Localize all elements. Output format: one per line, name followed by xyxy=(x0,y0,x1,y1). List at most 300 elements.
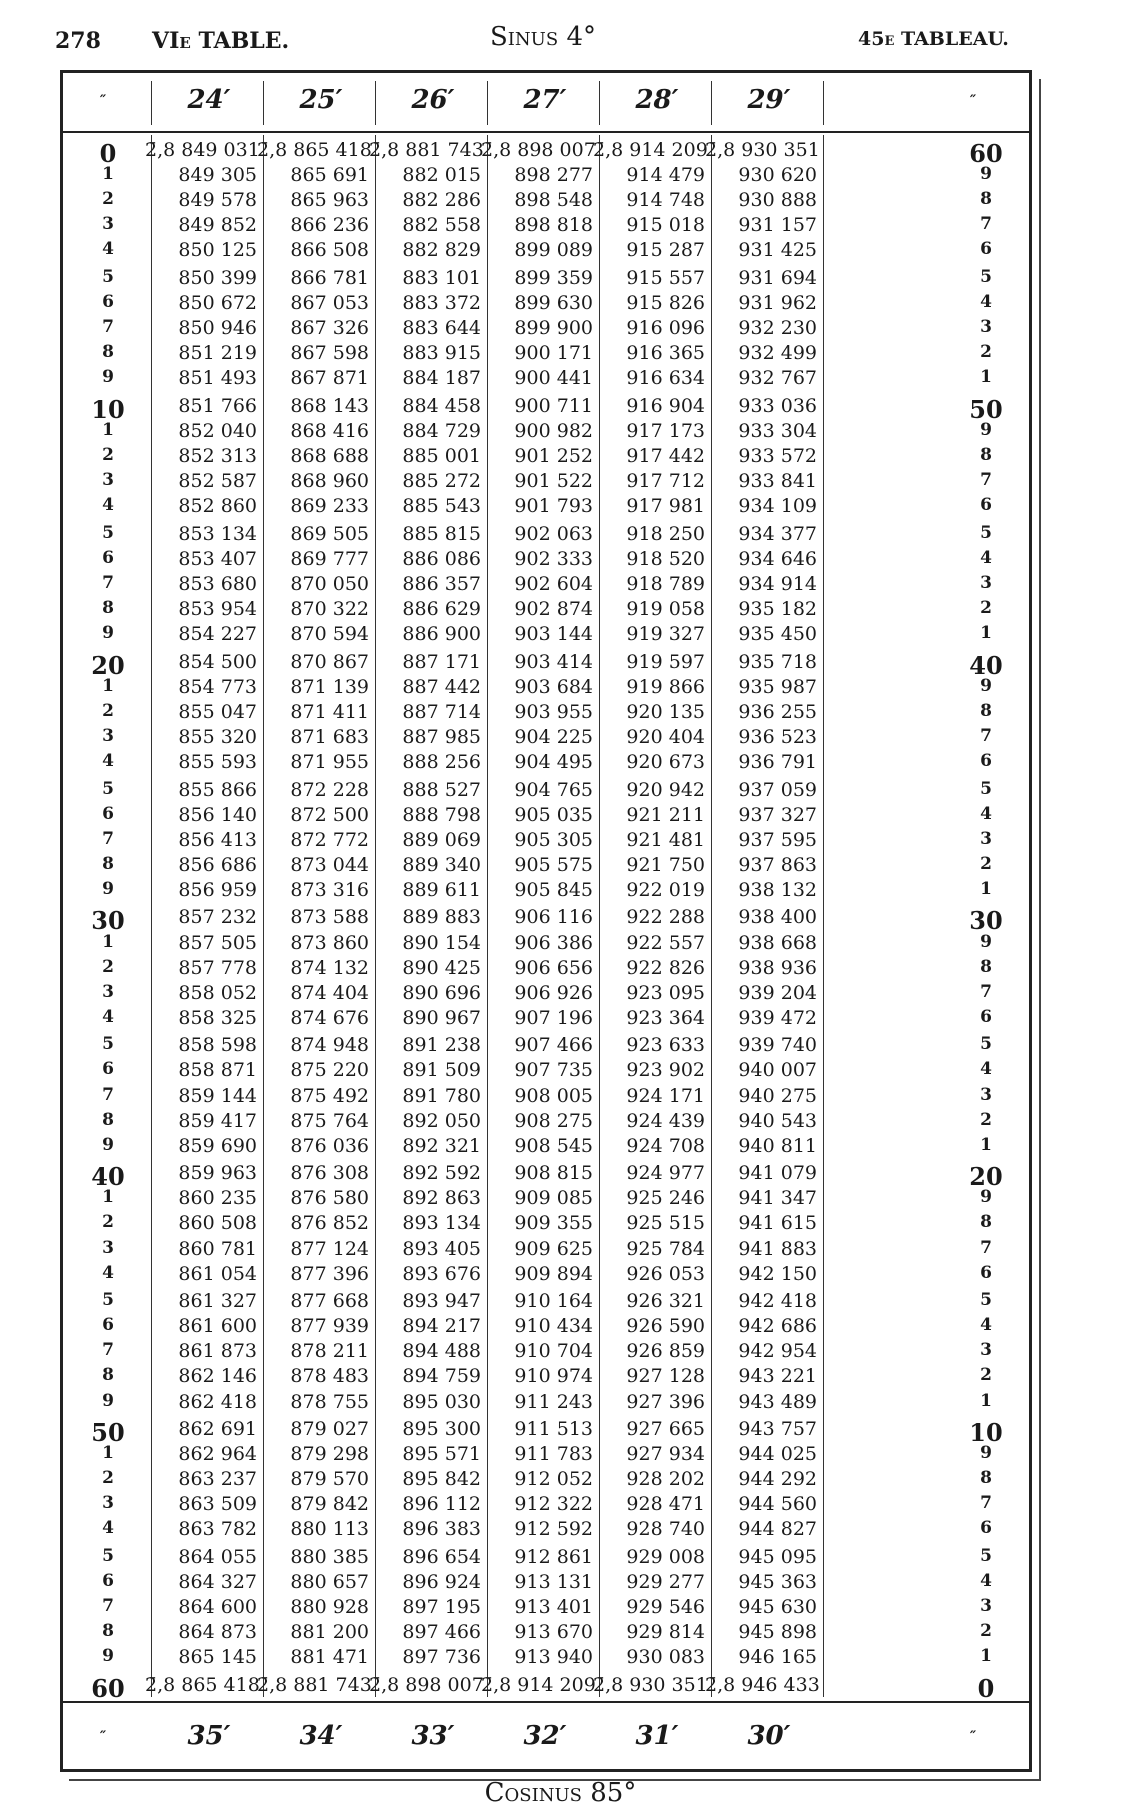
table-row xyxy=(63,1007,1029,1031)
table-cell: 870 050 xyxy=(290,572,369,595)
table-cell: 893 676 xyxy=(402,1262,481,1285)
table-cell: 871 955 xyxy=(290,751,369,773)
left-seconds-label: 4 xyxy=(102,239,114,260)
column-footer xyxy=(63,1703,1029,1773)
table-cell: 946 165 xyxy=(738,1646,817,1669)
left-seconds-label: 3 xyxy=(102,1237,114,1258)
table-cell: 886 086 xyxy=(402,547,481,570)
table-row xyxy=(63,1621,1029,1645)
table-cell: 866 781 xyxy=(290,266,369,289)
left-seconds-label: 5 xyxy=(102,1034,114,1055)
table-cell: 857 778 xyxy=(178,956,257,979)
table-cell: 850 125 xyxy=(178,239,257,262)
right-seconds-label: 1 xyxy=(980,878,992,899)
table-row xyxy=(63,548,1029,572)
table-cell: 941 079 xyxy=(738,1162,817,1185)
left-seconds-label: 9 xyxy=(102,1134,114,1155)
table-cell: 913 131 xyxy=(514,1571,593,1593)
table-cell: 934 914 xyxy=(738,572,817,595)
table-cell: 939 204 xyxy=(738,981,817,1004)
right-seconds-label: 5 xyxy=(980,266,992,287)
left-seconds-label: 5 xyxy=(102,1545,114,1566)
left-seconds-label: 3 xyxy=(102,214,114,235)
left-seconds-label: 2 xyxy=(102,1212,114,1233)
right-seconds-label: 20 xyxy=(969,1162,1003,1192)
table-cell: 897 736 xyxy=(402,1646,481,1669)
right-seconds-label: 6 xyxy=(980,1006,992,1027)
right-seconds-label: 7 xyxy=(980,1237,992,1258)
table-cell: 871 139 xyxy=(290,675,369,698)
left-seconds-label: 40 xyxy=(91,1162,125,1192)
table-cell: 867 871 xyxy=(290,367,369,390)
table-cell: 927 665 xyxy=(626,1418,705,1440)
table-cell: 850 946 xyxy=(178,317,257,340)
right-seconds-label: 2 xyxy=(980,1621,992,1642)
table-cell: 915 557 xyxy=(626,266,705,289)
table-cell: 864 873 xyxy=(178,1621,257,1644)
table-cell: 904 495 xyxy=(514,751,593,773)
table-cell: 907 735 xyxy=(514,1059,593,1082)
table-cell: 858 325 xyxy=(178,1006,257,1029)
table-cell: 919 597 xyxy=(626,650,705,673)
table-cell: 920 942 xyxy=(626,778,705,801)
table-cell: 894 488 xyxy=(402,1340,481,1363)
table-cell: 854 773 xyxy=(178,675,257,698)
table-cell: 899 089 xyxy=(514,239,593,262)
left-seconds-label: 9 xyxy=(102,1646,114,1667)
table-row xyxy=(63,495,1029,519)
left-seconds-label: 30 xyxy=(91,906,125,936)
header-rule xyxy=(711,81,712,125)
table-cell: 910 434 xyxy=(514,1315,593,1338)
table-cell: 861 054 xyxy=(178,1262,257,1285)
table-cell: 918 520 xyxy=(626,547,705,570)
table-cell: 892 050 xyxy=(402,1109,481,1132)
table-label: VIe TABLE. xyxy=(152,28,290,54)
right-seconds-label: 5 xyxy=(980,778,992,799)
table-row xyxy=(63,1596,1029,1620)
table-cell: 931 962 xyxy=(738,292,817,314)
table-cell: 862 146 xyxy=(178,1365,257,1388)
left-seconds-label: 4 xyxy=(102,1006,114,1027)
table-row xyxy=(63,1518,1029,1542)
table-cell: 883 372 xyxy=(402,292,481,314)
left-seconds-label: 7 xyxy=(102,317,114,338)
right-seconds-label: 7 xyxy=(980,470,992,491)
right-seconds-label: 3 xyxy=(980,1340,992,1361)
table-cell: 916 096 xyxy=(626,317,705,340)
table-cell: 896 654 xyxy=(402,1545,481,1568)
table-row xyxy=(63,317,1029,341)
table-cell: 877 124 xyxy=(290,1237,369,1260)
table-cell: 894 217 xyxy=(402,1315,481,1338)
table-cell: 932 767 xyxy=(738,367,817,390)
table-cell: 862 418 xyxy=(178,1390,257,1413)
left-seconds-label: 2 xyxy=(102,189,114,210)
table-cell: 900 982 xyxy=(514,419,593,442)
table-cell: 923 902 xyxy=(626,1059,705,1082)
table-row xyxy=(63,1034,1029,1058)
table-row xyxy=(63,1646,1029,1670)
table-cell: 924 708 xyxy=(626,1134,705,1157)
table-cell: 921 750 xyxy=(626,853,705,876)
left-seconds-label: 5 xyxy=(102,1290,114,1311)
table-cell: 933 572 xyxy=(738,445,817,467)
table-cell: 909 085 xyxy=(514,1187,593,1210)
table-cell: 926 590 xyxy=(626,1315,705,1338)
right-seconds-label: 4 xyxy=(980,547,992,568)
table-cell: 916 634 xyxy=(626,367,705,390)
table-cell: 851 219 xyxy=(178,342,257,365)
left-seconds-label: 6 xyxy=(102,803,114,824)
table-row xyxy=(63,394,1029,424)
table-cell: 937 327 xyxy=(738,803,817,826)
table-row xyxy=(63,1391,1029,1415)
table-cell: 940 275 xyxy=(738,1084,817,1107)
table-cell: 870 594 xyxy=(290,623,369,646)
left-seconds-label: 9 xyxy=(102,878,114,899)
table-row xyxy=(63,1571,1029,1595)
table-cell: 874 404 xyxy=(290,981,369,1004)
table-cell: 889 069 xyxy=(402,828,481,851)
left-seconds-label: 8 xyxy=(102,342,114,363)
table-cell: 905 035 xyxy=(514,803,593,826)
table-cell: 921 481 xyxy=(626,828,705,851)
table-cell: 913 401 xyxy=(514,1596,593,1619)
table-row xyxy=(63,523,1029,547)
table-cell: 943 221 xyxy=(738,1365,817,1388)
table-cell: 904 225 xyxy=(514,725,593,748)
table-cell: 873 044 xyxy=(290,853,369,876)
table-cell: 879 298 xyxy=(290,1443,369,1466)
table-cell: 938 132 xyxy=(738,878,817,901)
header-rule xyxy=(263,81,264,125)
table-cell: 875 220 xyxy=(290,1059,369,1082)
table-row xyxy=(63,1546,1029,1570)
footer-col-1: 35′ xyxy=(187,1721,231,1751)
table-cell: 892 863 xyxy=(402,1187,481,1210)
table-cell: 915 287 xyxy=(626,239,705,262)
table-cell: 928 202 xyxy=(626,1468,705,1491)
right-seconds-label: 1 xyxy=(980,1646,992,1667)
table-cell: 931 157 xyxy=(738,214,817,237)
table-cell: 928 740 xyxy=(626,1518,705,1541)
table-cell: 920 135 xyxy=(626,700,705,723)
left-seconds-label: 4 xyxy=(102,1262,114,1283)
table-cell: 868 416 xyxy=(290,419,369,442)
table-cell: 903 144 xyxy=(514,623,593,646)
right-seconds-label: 6 xyxy=(980,1262,992,1283)
header-col-5: 28′ xyxy=(635,85,679,115)
table-cell: 869 777 xyxy=(290,547,369,570)
table-row xyxy=(63,445,1029,469)
table-cell: 899 359 xyxy=(514,266,593,289)
right-seconds-label: 5 xyxy=(980,1290,992,1311)
table-cell: 908 545 xyxy=(514,1134,593,1157)
table-cell: 937 059 xyxy=(738,778,817,801)
table-cell: 876 852 xyxy=(290,1212,369,1235)
left-seconds-label: 6 xyxy=(102,1571,114,1591)
page-header xyxy=(0,0,1121,60)
table-cell: 860 235 xyxy=(178,1187,257,1210)
table-cell: 899 900 xyxy=(514,317,593,340)
table-cell: 908 005 xyxy=(514,1084,593,1107)
table-cell: 868 960 xyxy=(290,470,369,493)
right-seconds-label: 4 xyxy=(980,803,992,824)
table-cell: 936 255 xyxy=(738,700,817,723)
table-cell: 920 673 xyxy=(626,751,705,773)
footer-col-6: 30′ xyxy=(747,1721,791,1751)
table-cell: 872 500 xyxy=(290,803,369,826)
table-row xyxy=(63,726,1029,750)
header-col-4: 27′ xyxy=(523,85,567,115)
table-cell: 905 845 xyxy=(514,878,593,901)
table-cell: 931 694 xyxy=(738,266,817,289)
left-seconds-label: 1 xyxy=(102,1187,114,1208)
header-col-2: 25′ xyxy=(299,85,343,115)
table-cell: 862 691 xyxy=(178,1418,257,1440)
table-cell: 912 322 xyxy=(514,1493,593,1516)
right-seconds-label: 10 xyxy=(969,1418,1003,1447)
table-cell: 942 150 xyxy=(738,1262,817,1285)
table-cell: 878 755 xyxy=(290,1390,369,1413)
table-cell: 935 987 xyxy=(738,675,817,698)
table-cell: 896 924 xyxy=(402,1571,481,1593)
table-cell: 910 704 xyxy=(514,1340,593,1363)
left-seconds-label: 7 xyxy=(102,1596,114,1617)
left-seconds-label: 4 xyxy=(102,495,114,516)
right-seconds-label: 1 xyxy=(980,1134,992,1155)
table-cell: 942 954 xyxy=(738,1340,817,1363)
table-cell: 932 499 xyxy=(738,342,817,365)
table-cell: 917 442 xyxy=(626,445,705,467)
table-cell: 883 101 xyxy=(402,266,481,289)
table-cell: 883 644 xyxy=(402,317,481,340)
table-row xyxy=(63,751,1029,775)
table-cell: 945 898 xyxy=(738,1621,817,1644)
table-cell: 930 888 xyxy=(738,189,817,212)
left-seconds-label: 50 xyxy=(91,1418,125,1447)
table-cell: 919 866 xyxy=(626,675,705,698)
table-cell: 886 629 xyxy=(402,598,481,620)
table-row xyxy=(63,342,1029,366)
table-cell: 885 001 xyxy=(402,445,481,467)
header-rule xyxy=(151,81,152,125)
right-seconds-label: 7 xyxy=(980,725,992,746)
table-row xyxy=(63,804,1029,828)
table-cell: 855 866 xyxy=(178,778,257,801)
table-cell: 901 793 xyxy=(514,495,593,518)
right-seconds-label: 9 xyxy=(980,675,992,696)
table-cell: 938 400 xyxy=(738,906,817,929)
table-cell: 870 867 xyxy=(290,650,369,673)
right-seconds-label: 2 xyxy=(980,342,992,363)
table-cell: 897 195 xyxy=(402,1596,481,1619)
left-seconds-label: 8 xyxy=(102,1109,114,1130)
table-cell: 889 611 xyxy=(402,878,481,901)
table-row xyxy=(63,1443,1029,1467)
left-seconds-label: 1 xyxy=(102,164,114,185)
table-row xyxy=(63,470,1029,494)
left-seconds-label: 0 xyxy=(99,139,117,168)
right-seconds-label: 1 xyxy=(980,623,992,644)
tableau-label: 45e TABLEAU. xyxy=(858,28,1009,50)
left-seconds-label: 8 xyxy=(102,1365,114,1386)
table-row xyxy=(63,932,1029,956)
table-cell: 868 143 xyxy=(290,394,369,417)
table-cell: 864 327 xyxy=(178,1571,257,1593)
table-cell: 918 250 xyxy=(626,522,705,545)
table-body xyxy=(63,135,1029,1703)
table-cell: 866 236 xyxy=(290,214,369,237)
table-cell: 2̄,8 914 209 xyxy=(593,139,708,161)
table-cell: 925 515 xyxy=(626,1212,705,1235)
table-cell: 861 873 xyxy=(178,1340,257,1363)
table-row xyxy=(63,982,1029,1006)
table-cell: 915 018 xyxy=(626,214,705,237)
table-cell: 878 211 xyxy=(290,1340,369,1363)
table-cell: 854 227 xyxy=(178,623,257,646)
table-cell: 933 304 xyxy=(738,419,817,442)
table-cell: 884 187 xyxy=(402,367,481,390)
table-cell: 864 055 xyxy=(178,1545,257,1568)
table-cell: 2̄,8 898 007 xyxy=(369,1673,484,1696)
table-cell: 901 522 xyxy=(514,470,593,493)
table-cell: 853 680 xyxy=(178,572,257,595)
table-cell: 859 963 xyxy=(178,1162,257,1185)
table-cell: 906 926 xyxy=(514,981,593,1004)
left-seconds-label: 8 xyxy=(102,853,114,874)
left-seconds-label: 60 xyxy=(91,1673,125,1703)
table-cell: 894 759 xyxy=(402,1365,481,1388)
right-seconds-label: 2 xyxy=(980,1109,992,1130)
table-cell: 865 145 xyxy=(178,1646,257,1669)
header-col-1: 24′ xyxy=(187,85,231,115)
table-row xyxy=(63,1493,1029,1517)
right-seconds-label: 9 xyxy=(980,931,992,952)
table-cell: 924 977 xyxy=(626,1162,705,1185)
table-cell: 940 811 xyxy=(738,1134,817,1157)
left-seconds-label: 9 xyxy=(102,1390,114,1411)
table-cell: 913 670 xyxy=(514,1621,593,1644)
table-cell: 911 243 xyxy=(514,1390,593,1413)
table-cell: 926 859 xyxy=(626,1340,705,1363)
table-cell: 867 598 xyxy=(290,342,369,365)
table-cell: 875 492 xyxy=(290,1084,369,1107)
table-cell: 2̄,8 849 031 xyxy=(145,139,260,161)
table-cell: 896 112 xyxy=(402,1493,481,1516)
table-cell: 900 711 xyxy=(514,394,593,417)
table-cell: 853 134 xyxy=(178,522,257,545)
table-cell: 2̄,8 914 209 xyxy=(481,1673,596,1696)
table-cell: 917 173 xyxy=(626,419,705,442)
table-cell: 942 418 xyxy=(738,1290,817,1313)
table-cell: 852 313 xyxy=(178,445,257,467)
table-cell: 903 955 xyxy=(514,700,593,723)
table-cell: 936 791 xyxy=(738,751,817,773)
table-cell: 2̄,8 881 743 xyxy=(257,1673,372,1696)
table-cell: 877 668 xyxy=(290,1290,369,1313)
table-cell: 887 171 xyxy=(402,650,481,673)
table-cell: 910 974 xyxy=(514,1365,593,1388)
footer-col-2: 34′ xyxy=(299,1721,343,1751)
table-cell: 860 781 xyxy=(178,1237,257,1260)
table-row xyxy=(63,164,1029,188)
table-cell: 944 292 xyxy=(738,1468,817,1491)
right-seconds-label: 8 xyxy=(980,1212,992,1233)
table-row xyxy=(63,779,1029,803)
table-cell: 895 842 xyxy=(402,1468,481,1491)
table-row xyxy=(63,906,1029,936)
table-cell: 852 040 xyxy=(178,419,257,442)
left-seconds-label: 7 xyxy=(102,828,114,849)
footer-col-4: 32′ xyxy=(523,1721,567,1751)
table-cell: 927 128 xyxy=(626,1365,705,1388)
table-cell: 941 883 xyxy=(738,1237,817,1260)
table-cell: 897 466 xyxy=(402,1621,481,1644)
left-seconds-label: 9 xyxy=(102,623,114,644)
table-cell: 935 718 xyxy=(738,650,817,673)
table-cell: 903 414 xyxy=(514,650,593,673)
right-seconds-label: 4 xyxy=(980,292,992,312)
table-cell: 856 959 xyxy=(178,878,257,901)
table-cell: 902 604 xyxy=(514,572,593,595)
right-seconds-label: 6 xyxy=(980,1518,992,1539)
table-cell: 874 948 xyxy=(290,1034,369,1057)
table-cell: 924 171 xyxy=(626,1084,705,1107)
table-cell: 860 508 xyxy=(178,1212,257,1235)
table-cell: 905 575 xyxy=(514,853,593,876)
table-cell: 876 036 xyxy=(290,1134,369,1157)
table-row xyxy=(63,1365,1029,1389)
table-row xyxy=(63,1340,1029,1364)
table-cell: 933 036 xyxy=(738,394,817,417)
table-cell: 881 200 xyxy=(290,1621,369,1644)
table-cell: 945 095 xyxy=(738,1545,817,1568)
table-cell: 890 154 xyxy=(402,931,481,954)
left-seconds-label: 8 xyxy=(102,598,114,618)
table-cell: 864 600 xyxy=(178,1596,257,1619)
table-cell: 916 904 xyxy=(626,394,705,417)
header-divider xyxy=(63,131,1029,133)
right-seconds-label: 6 xyxy=(980,751,992,771)
table-cell: 930 083 xyxy=(626,1646,705,1669)
left-seconds-label: 1 xyxy=(102,1443,114,1464)
table-cell: 891 780 xyxy=(402,1084,481,1107)
right-seconds-label: 5 xyxy=(980,522,992,543)
table-cell: 911 783 xyxy=(514,1443,593,1466)
table-cell: 934 377 xyxy=(738,522,817,545)
table-cell: 882 558 xyxy=(402,214,481,237)
table-cell: 873 316 xyxy=(290,878,369,901)
table-cell: 885 815 xyxy=(402,522,481,545)
table-cell: 945 363 xyxy=(738,1571,817,1593)
footer-left-seconds: ″ xyxy=(99,1729,107,1745)
table-cell: 858 871 xyxy=(178,1059,257,1082)
left-seconds-label: 8 xyxy=(102,1621,114,1642)
table-cell: 934 646 xyxy=(738,547,817,570)
table-cell: 892 321 xyxy=(402,1134,481,1157)
left-seconds-label: 1 xyxy=(102,675,114,696)
table-cell: 890 696 xyxy=(402,981,481,1004)
table-cell: 876 308 xyxy=(290,1162,369,1185)
table-cell: 907 466 xyxy=(514,1034,593,1057)
table-cell: 850 672 xyxy=(178,292,257,314)
table-cell: 859 690 xyxy=(178,1134,257,1157)
table-cell: 906 386 xyxy=(514,931,593,954)
table-cell: 880 928 xyxy=(290,1596,369,1619)
header-left-seconds: ″ xyxy=(99,93,107,109)
